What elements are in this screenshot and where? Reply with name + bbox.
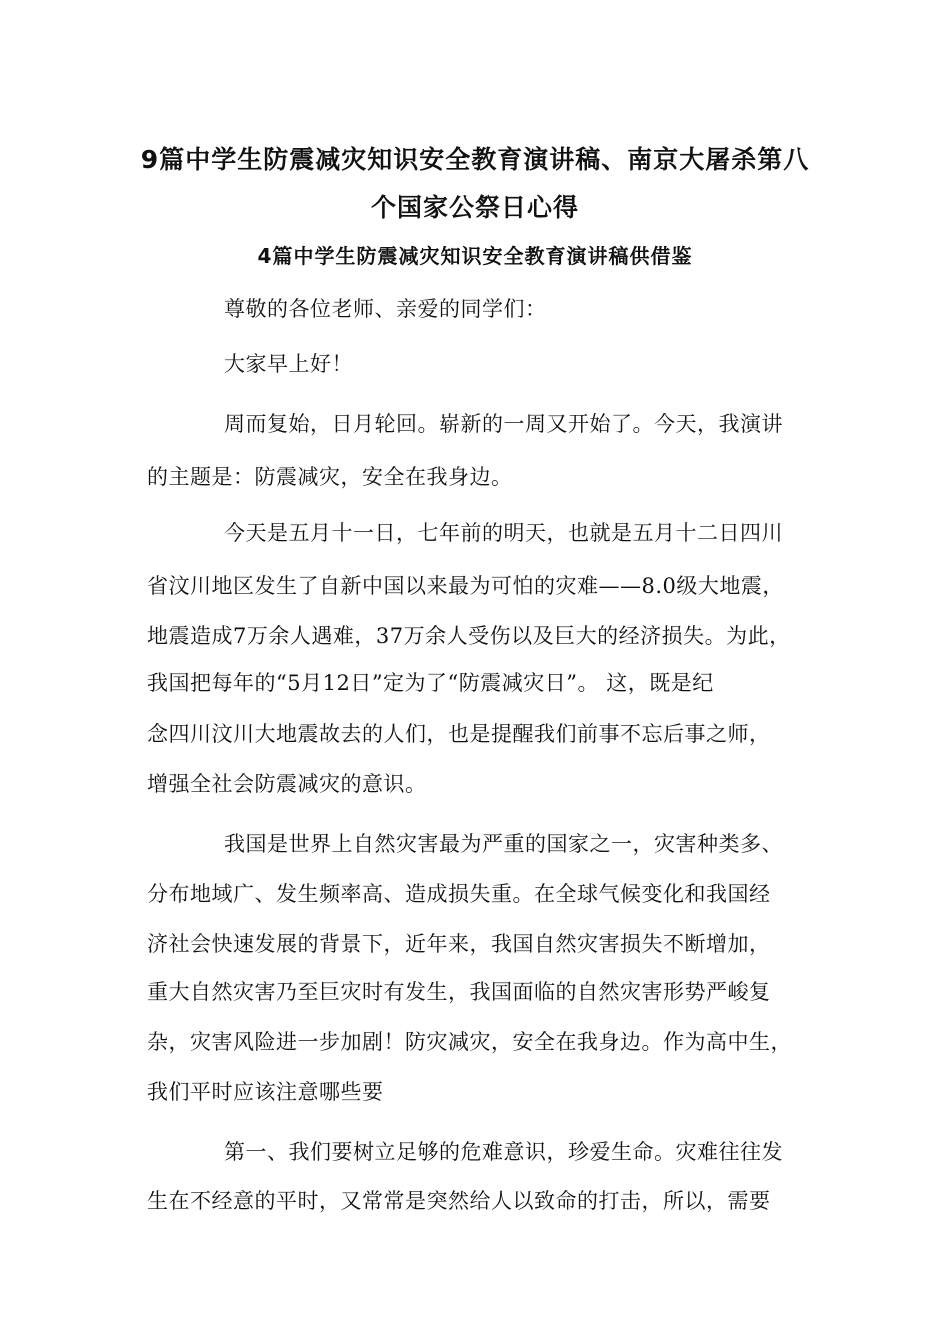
salutation: 尊敬的各位老师、亲爱的同学们： [224,297,547,321]
body-line: 我国把每年的“5月12日”定为了“防震减灾日”。 这，既是纪 [147,671,714,695]
body-line: 第一、我们要树立足够的危难意识，珍爱生命。灾难往往发 [224,1140,783,1164]
body-line: 重大自然灾害乃至巨灾时有发生，我国面临的自然灾害形势严峻复 [147,980,771,1004]
greeting: 大家早上好！ [224,352,353,376]
body-line: 周而复始，日月轮回。崭新的一周又开始了。今天，我演讲 [224,412,783,436]
body-line: 念四川汶川大地震故去的人们，也是提醒我们前事不忘后事之师， [147,722,771,746]
document-title-line-2: 个国家公祭日心得 [370,193,579,222]
body-line: 杂，灾害风险进一步加剧！防灾减灾，安全在我身边。作为高中生， [147,1030,792,1054]
document-subtitle: 4篇中学生防震减灾知识安全教育演讲稿供借鉴 [257,244,693,268]
body-line: 我们平时应该注意哪些要 [147,1080,384,1104]
body-line: 增强全社会防震减灾的意识。 [147,772,427,796]
body-line: 生在不经意的平时，又常常是突然给人以致命的打击，所以，需要 [147,1189,771,1213]
body-line: 地震造成7万余人遇难，37万余人受伤以及巨大的经济损失。为此， [147,624,791,648]
document-title-line-1: 9篇中学生防震减灾知识安全教育演讲稿、南京大屠杀第八 [140,145,810,174]
body-line: 省汶川地区发生了自新中国以来最为可怕的灾难——8.0级大地震， [147,574,784,598]
body-line: 我国是世界上自然灾害最为严重的国家之一，灾害种类多、 [224,832,783,856]
body-line: 济社会快速发展的背景下，近年来，我国自然灾害损失不断增加， [147,932,771,956]
body-line: 的主题是：防震减灾，安全在我身边。 [147,465,513,489]
body-line: 分布地域广、发生频率高、造成损失重。在全球气候变化和我国经 [147,882,771,906]
body-line: 今天是五月十一日，七年前的明天，也就是五月十二日四川 [224,521,783,545]
